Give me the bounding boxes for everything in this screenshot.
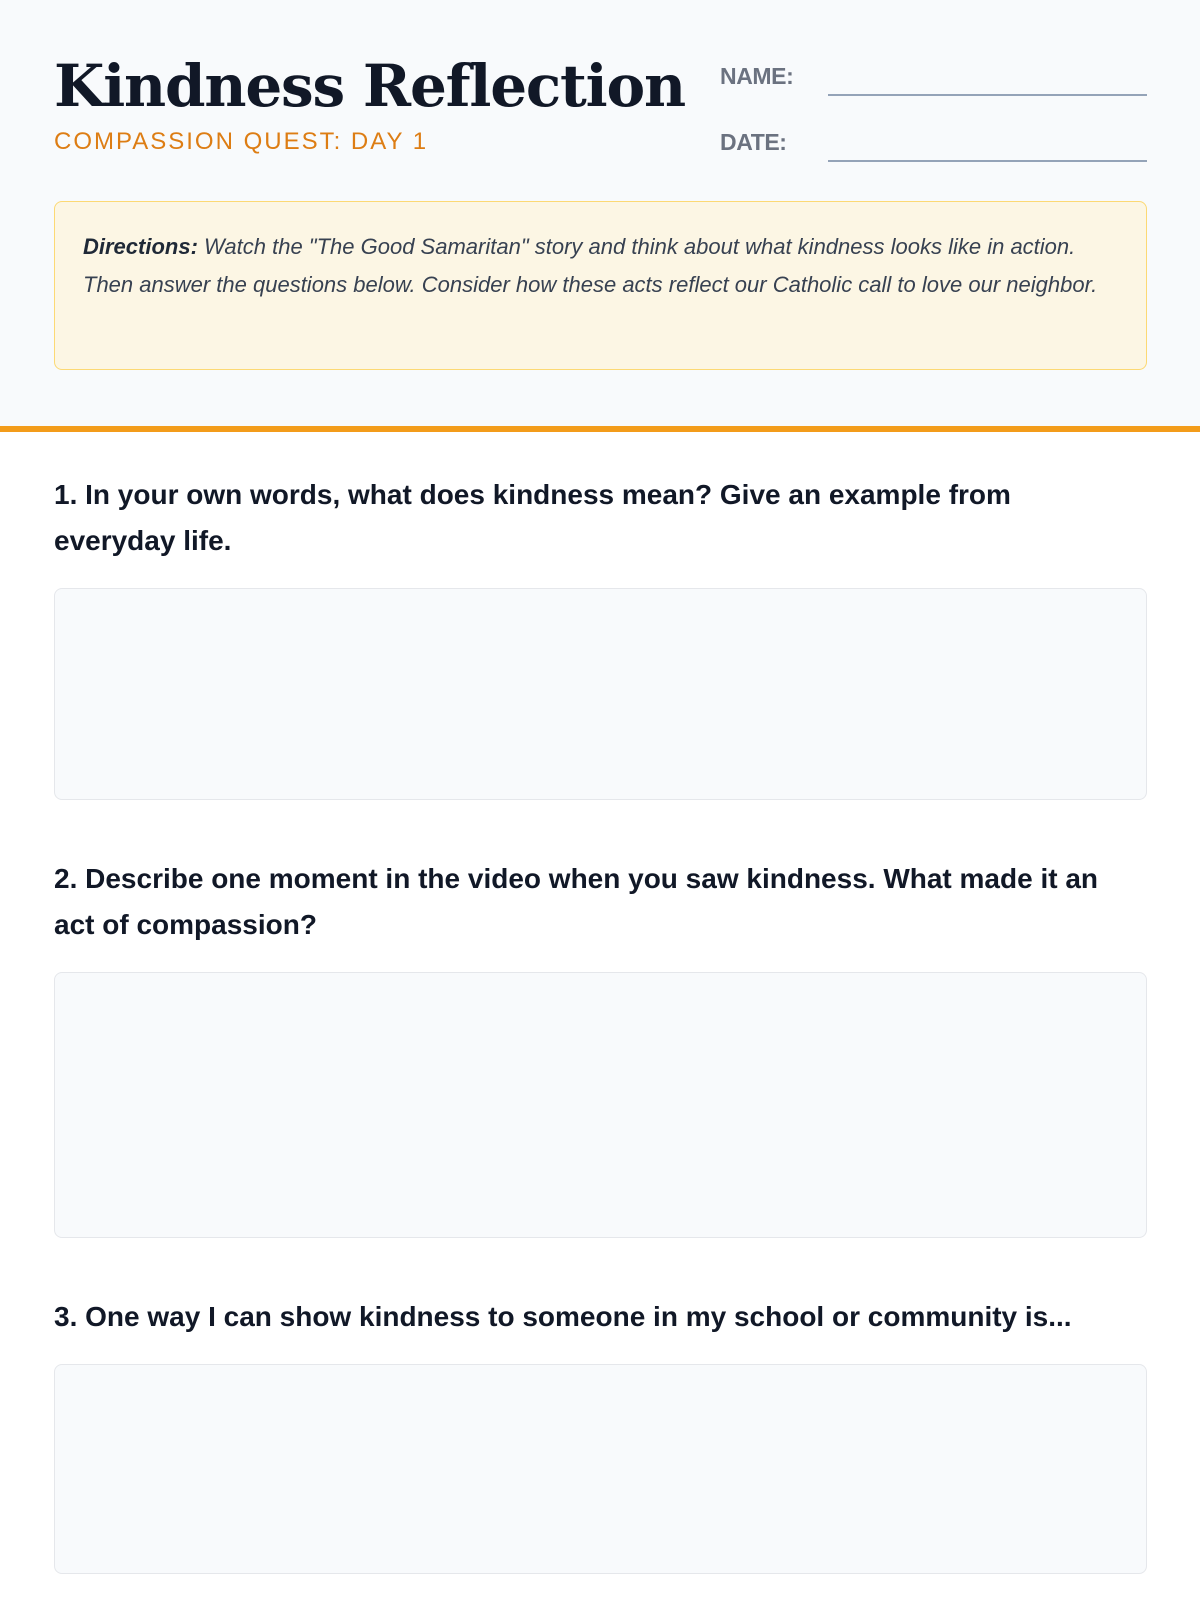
date-field[interactable] (828, 122, 1147, 162)
answer-box-3[interactable] (54, 1364, 1147, 1574)
directions-box (54, 201, 1147, 370)
question-1-text: 1. In your own words, what does kindness mean? Give an example from everyday life. (54, 479, 1011, 556)
question-1 (54, 472, 1146, 800)
question-3-text: 3. One way I can show kindness to someone in my school or community is... (54, 1301, 1072, 1332)
page-subtitle: COMPASSION QUEST: DAY 1 (54, 128, 429, 155)
questions-section (0, 432, 1200, 1574)
name-field[interactable] (828, 56, 1147, 96)
date-row (720, 122, 1147, 162)
question-2 (54, 856, 1146, 1238)
question-2-text: 2. Describe one moment in the video when you saw kindness. What made it an act of compassion? (54, 863, 1099, 940)
student-info (720, 56, 1147, 188)
name-label: NAME: (720, 62, 794, 89)
worksheet-header (0, 0, 1200, 426)
name-row (720, 56, 1147, 96)
answer-box-2[interactable] (54, 972, 1147, 1238)
date-label: DATE: (720, 128, 787, 155)
page-title: Kindness Reflection (54, 52, 685, 120)
directions-label: Directions: (83, 234, 198, 259)
answer-box-1[interactable] (54, 588, 1147, 800)
directions-text: Watch the "The Good Samaritan" story and think about what kindness looks like in action. Then answer the questions below. Consider how these acts reflect our Catholic call to love our neighbor. (83, 234, 1098, 297)
question-3 (54, 1294, 1146, 1574)
